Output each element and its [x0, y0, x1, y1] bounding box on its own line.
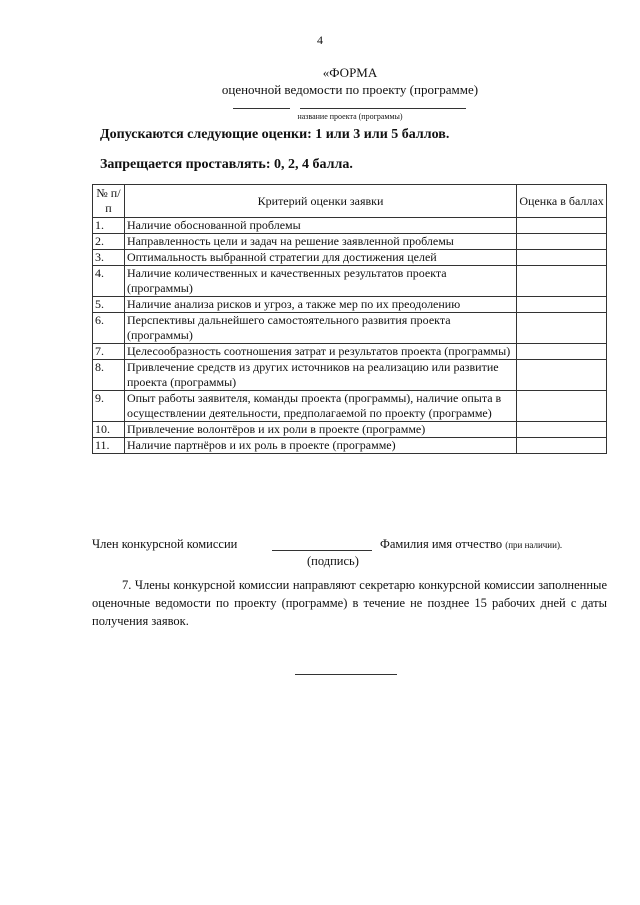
closing-line	[295, 674, 397, 675]
row-number: 9.	[93, 391, 125, 422]
signature-caption: (подпись)	[307, 554, 359, 568]
table-row	[93, 218, 607, 234]
form-title: «ФОРМА	[322, 65, 378, 80]
row-criterion: Наличие анализа рисков и угроз, а также мер по их преодолению	[124, 297, 516, 313]
row-number: 6.	[93, 313, 125, 344]
table-row	[93, 250, 607, 266]
row-criterion: Наличие партнёров и их роль в проекте (программе)	[124, 438, 516, 454]
table-row	[93, 438, 607, 454]
row-score-cell[interactable]	[517, 266, 607, 297]
row-number: 10.	[93, 422, 125, 438]
table-row	[93, 344, 607, 360]
header-score: Оценка в баллах	[517, 185, 607, 218]
row-number: 5.	[93, 297, 125, 313]
allowed-scores: Допускаются следующие оценки: 1 или 3 или 5 баллов.	[100, 127, 450, 142]
row-score-cell[interactable]	[517, 422, 607, 438]
header-criterion: Критерий оценки заявки	[124, 185, 516, 218]
table-row	[93, 360, 607, 391]
signature-line[interactable]	[272, 550, 372, 551]
table-row	[93, 391, 607, 422]
table-row	[93, 422, 607, 438]
full-name-text: Фамилия имя отчество	[380, 537, 503, 551]
row-score-cell[interactable]	[517, 250, 607, 266]
row-number: 7.	[93, 344, 125, 360]
table-row	[93, 297, 607, 313]
row-criterion: Привлечение средств из других источников на реализацию или развитие проекта (программы)	[124, 360, 516, 391]
table-row	[93, 266, 607, 297]
commission-member-label: Член конкурсной комиссии	[92, 537, 238, 551]
row-number: 4.	[93, 266, 125, 297]
row-number: 8.	[93, 360, 125, 391]
table-row	[93, 234, 607, 250]
row-score-cell[interactable]	[517, 234, 607, 250]
project-name-line	[233, 108, 466, 109]
project-name-caption: название проекта (программы)	[297, 112, 403, 121]
form-subtitle: оценочной ведомости по проекту (программе)	[221, 82, 479, 97]
row-number: 3.	[93, 250, 125, 266]
full-name-note: (при наличии).	[505, 540, 563, 550]
row-criterion: Направленность цели и задач на решение заявленной проблемы	[124, 234, 516, 250]
row-score-cell[interactable]	[517, 391, 607, 422]
row-score-cell[interactable]	[517, 218, 607, 234]
header-number: № п/п	[93, 185, 125, 218]
row-criterion: Оптимальность выбранной стратегии для достижения целей	[124, 250, 516, 266]
forbidden-scores: Запрещается проставлять: 0, 2, 4 балла.	[100, 157, 353, 172]
project-name-line-gap	[290, 105, 300, 111]
row-criterion: Опыт работы заявителя, команды проекта (программы), наличие опыта в осуществлении деятельности, предполагаемой по проекту (программе)	[124, 391, 516, 422]
row-criterion: Наличие количественных и качественных результатов проекта (программы)	[124, 266, 516, 297]
table-row	[93, 313, 607, 344]
row-number: 2.	[93, 234, 125, 250]
row-criterion: Целесообразность соотношения затрат и результатов проекта (программы)	[124, 344, 516, 360]
criteria-table	[92, 184, 607, 454]
paragraph-7: 7. Члены конкурсной комиссии направляют секретарю конкурсной комиссии заполненные оценочные ведомости по проекту (программе) в течение не позднее 15 рабочих дней с даты получения заявок.	[92, 578, 607, 628]
row-number: 11.	[93, 438, 125, 454]
row-criterion: Наличие обоснованной проблемы	[124, 218, 516, 234]
row-criterion: Привлечение волонтёров и их роли в проекте (программе)	[124, 422, 516, 438]
full-name-label	[380, 537, 562, 552]
row-score-cell[interactable]	[517, 344, 607, 360]
row-criterion: Перспективы дальнейшего самостоятельного развития проекта (программы)	[124, 313, 516, 344]
row-score-cell[interactable]	[517, 297, 607, 313]
page-number: 4	[317, 33, 323, 47]
row-score-cell[interactable]	[517, 438, 607, 454]
row-score-cell[interactable]	[517, 360, 607, 391]
table-header-row	[93, 185, 607, 218]
row-number: 1.	[93, 218, 125, 234]
row-score-cell[interactable]	[517, 313, 607, 344]
